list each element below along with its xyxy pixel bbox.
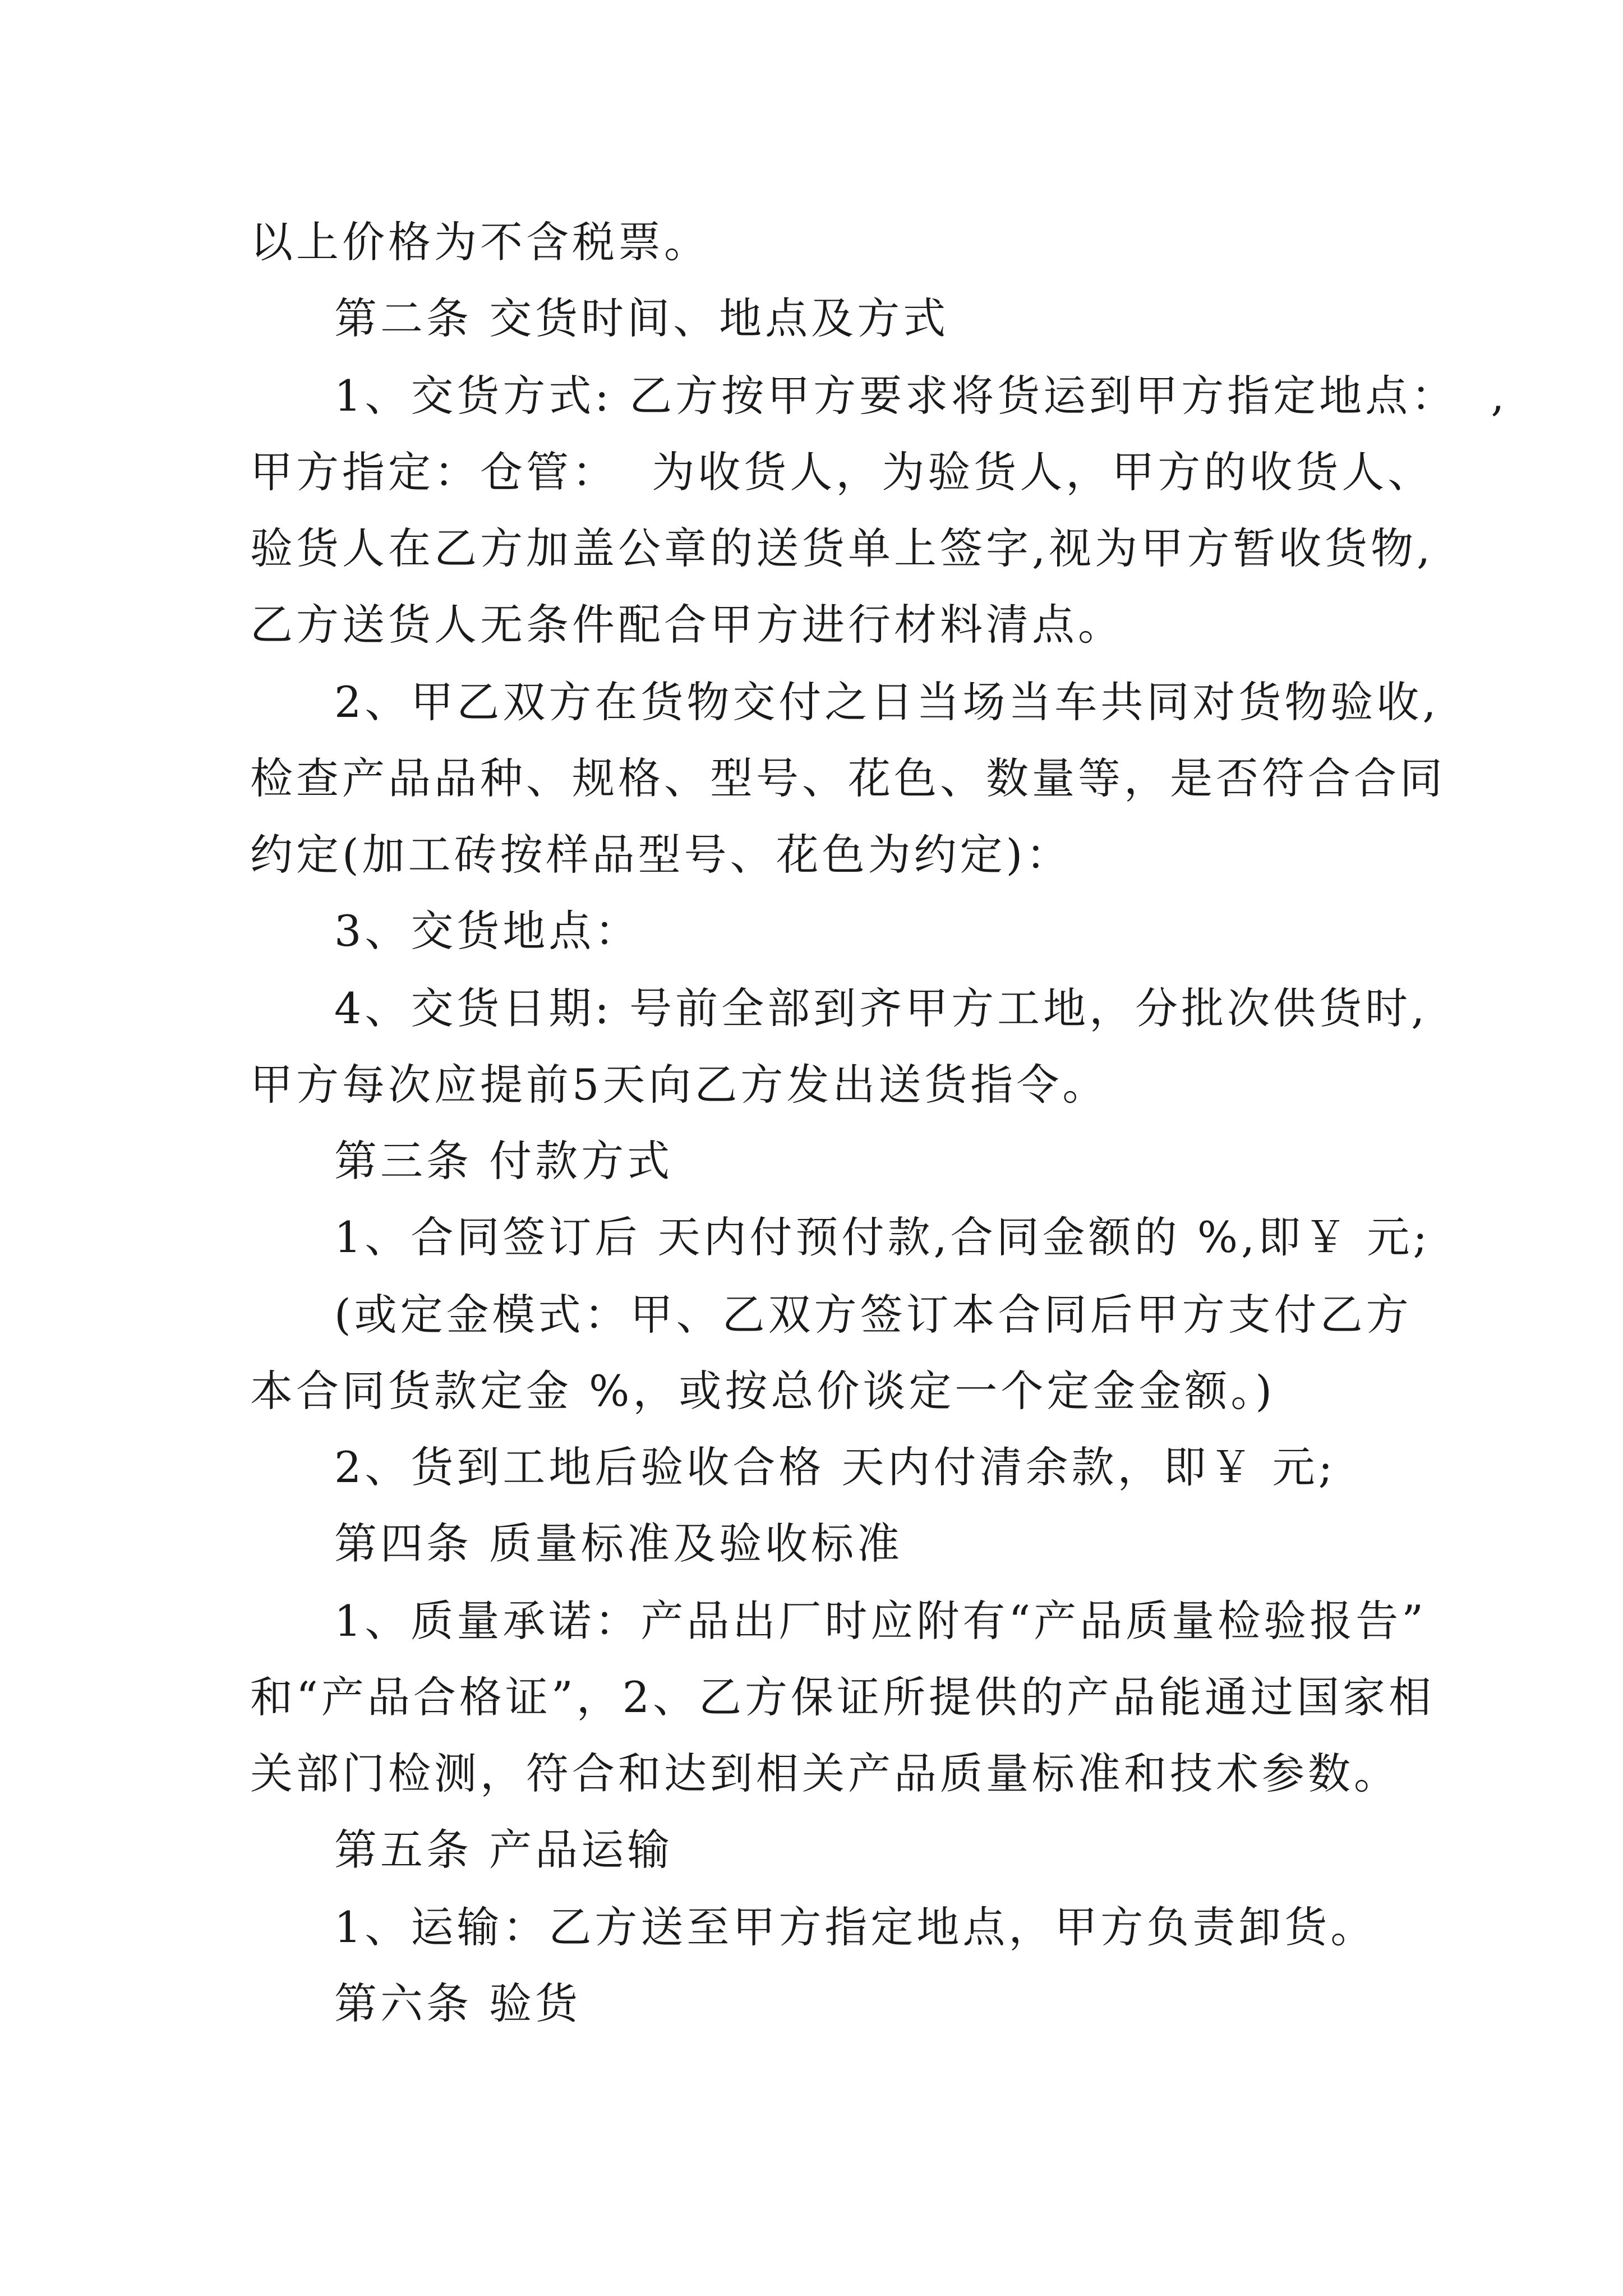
text-line: 4、交货日期: 号前全部到齐甲方工地，分批次供货时, bbox=[334, 983, 1428, 1033]
text-line: 1、质量承诺：产品出厂时应附有“产品质量检验报告” bbox=[334, 1596, 1427, 1646]
text-line: 验货人在乙方加盖公章的送货单上签字,视为甲方暂收货物, bbox=[250, 523, 1434, 573]
text-line: 甲方指定：仓管： 为收货人，为验货人，甲方的收货人、 bbox=[250, 447, 1434, 497]
text-line: 和“产品合格证”，2、乙方保证所提供的产品能通过国家相 bbox=[250, 1672, 1435, 1722]
text-line: 3、交货地点： bbox=[334, 906, 641, 956]
text-line: 乙方送货人无条件配合甲方进行材料清点。 bbox=[250, 600, 1124, 650]
text-line: 2、甲乙双方在货物交付之日当场当车共同对货物验收, bbox=[334, 677, 1440, 727]
text-line: 甲方每次应提前5天向乙方发出送货指令。 bbox=[250, 1060, 1109, 1110]
text-line: 1、合同签订后 天内付预付款,合同金额的 %,即￥ 元; bbox=[334, 1212, 1431, 1262]
text-line: 本合同货款定金 %，或按总价谈定一个定金金额。) bbox=[250, 1366, 1276, 1416]
text-line: 关部门检测，符合和达到相关产品质量标准和技术参数。 bbox=[250, 1749, 1400, 1798]
section-heading: 第四条 质量标准及验收标准 bbox=[334, 1519, 903, 1568]
text-line: 1、交货方式: 乙方按甲方要求将货运到甲方指定地点： , bbox=[334, 371, 1508, 421]
text-line: 1、运输：乙方送至甲方指定地点，甲方负责卸货。 bbox=[334, 1902, 1377, 1952]
text-line: 以上价格为不含税票。 bbox=[250, 217, 710, 267]
text-line: 检查产品品种、规格、型号、花色、数量等，是否符合合同 bbox=[250, 753, 1446, 803]
text-line: (或定金模式：甲、乙双方签订本合同后甲方支付乙方 bbox=[334, 1290, 1412, 1340]
text-line: 约定(加工砖按样品型号、花色为约定)： bbox=[250, 830, 1072, 880]
section-heading: 第六条 验货 bbox=[334, 1978, 582, 2028]
section-heading: 第三条 付款方式 bbox=[334, 1136, 674, 1186]
text-line: 2、货到工地后验收合格 天内付清余款，即￥ 元; bbox=[334, 1442, 1336, 1492]
section-heading: 第二条 交货时间、地点及方式 bbox=[334, 293, 949, 343]
section-heading: 第五条 产品运输 bbox=[334, 1825, 674, 1875]
